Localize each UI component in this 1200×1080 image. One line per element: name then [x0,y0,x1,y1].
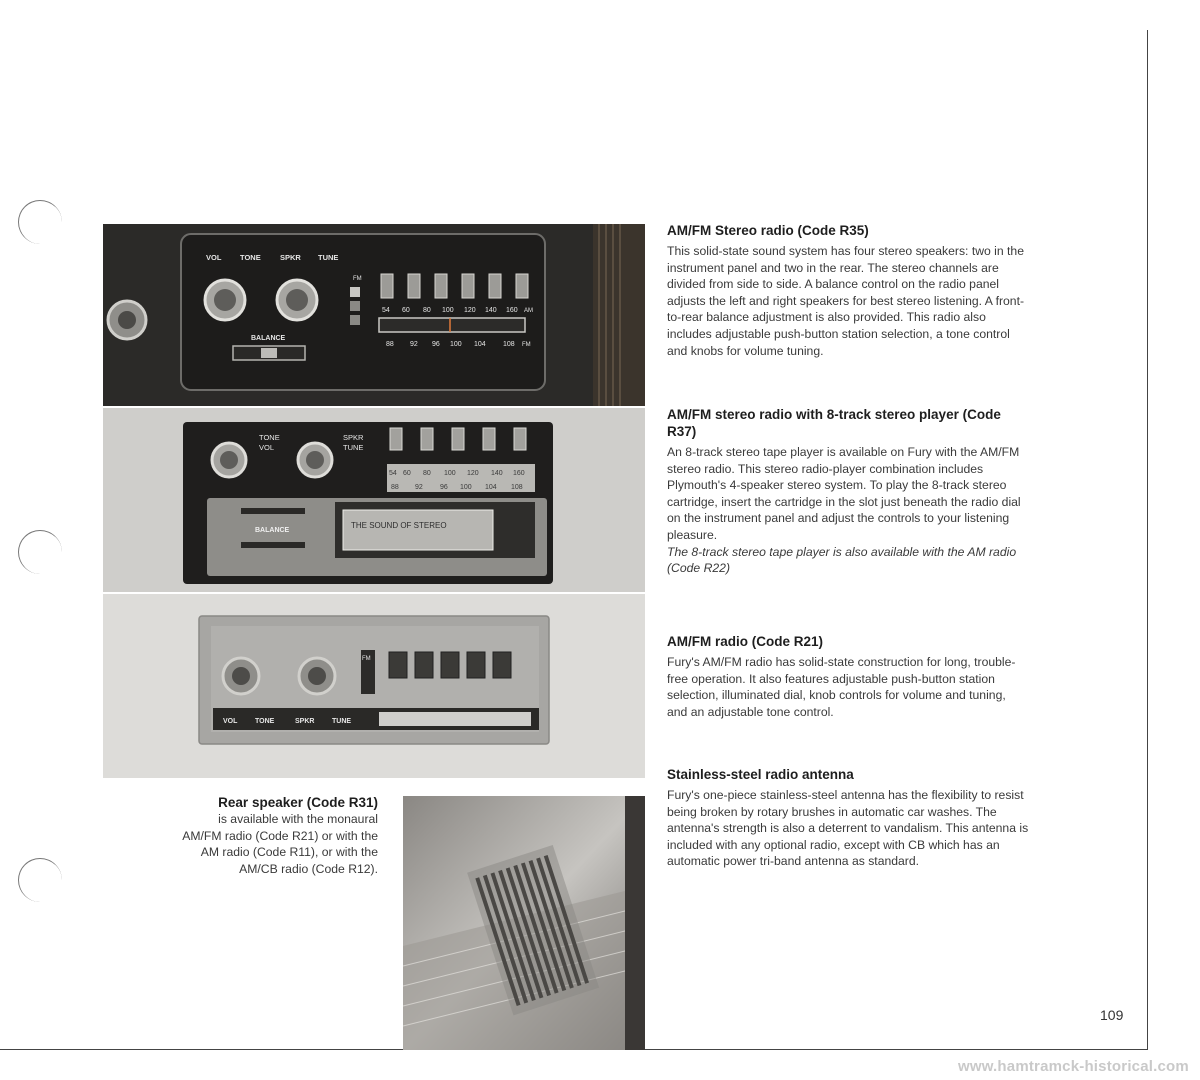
photo1-fm-108: 108 [503,341,515,348]
rear-speaker-title: Rear speaker (Code R31) [218,795,378,810]
photo2-cartridge [343,510,493,550]
photo2-am-120: 120 [467,470,479,477]
photo1-am-80: 80 [423,307,431,314]
section-radio-antenna [667,766,1029,870]
photo1-am-60: 60 [402,307,410,314]
photo1-fm-label: FM [522,342,531,348]
photo1-am-label: AM [524,308,533,314]
photo2-am-160: 160 [513,470,525,477]
photo2-upper-slider [241,508,305,514]
watermark: www.hamtramck-historical.com [958,1058,1189,1075]
photo2-fm-88: 88 [391,484,399,491]
photo1-fm-92: 92 [410,341,418,348]
photo1-am-54: 54 [382,307,390,314]
photo2-am-140: 140 [491,470,503,477]
photo1-fm-100: 100 [450,341,462,348]
section-title: Stainless-steel radio antenna [667,767,854,782]
section-title: AM/FM radio (Code R21) [667,634,824,649]
photo2-fm-92: 92 [415,484,423,491]
section-body: Fury's AM/FM radio has solid-state construction for long, trouble-free operation. It also features adjustable push-button station selection, illuminated dial, knob controls for volume and tuning, and an adjustable tone control. [667,655,1016,719]
section-am-fm-radio [667,633,1029,720]
photo3-label-tune: TUNE [332,718,352,725]
photo2-balance-label: BALANCE [255,527,290,534]
photo1-dial-window [379,318,525,332]
photo-am-fm-radio [103,594,645,778]
photo2-fm-104: 104 [485,484,497,491]
photo1-balance-label: BALANCE [251,335,286,342]
photo1-fm-104: 104 [474,341,486,348]
photo2-label-tone: TONE [259,433,280,442]
section-am-fm-stereo-radio [667,222,1029,359]
photo2-fm-108: 108 [511,484,523,491]
section-8-track-stereo [667,406,1029,577]
section-title: AM/FM Stereo radio (Code R35) [667,223,869,238]
page-number: 109 [1100,1007,1124,1023]
photo2-fm-96: 96 [440,484,448,491]
section-note: The 8-track stereo tape player is also available with the AM radio (Code R22) [667,544,1017,576]
photo3-label-tone: TONE [255,718,275,725]
rear-speaker-body: is available with the monaural AM/FM radio (Code R21) or with the AM radio (Code R11), or with the AM/CB radio (Code R12). [182,812,378,876]
binder-hole-middle [18,530,62,574]
section-body: An 8-track stereo tape player is available on Fury with the AM/FM stereo radio. This stereo radio-player combination includes Plymouth's 4-speaker stereo system. To play the 8-track stereo cartridge, insert the cartridge in the slot just beneath the radio dial on the instrument panel and adjust the controls to your listening pleasure. [667,445,1021,542]
photo1-am-120: 120 [464,307,476,314]
photo2-label-tune: TUNE [343,443,364,452]
photo-am-fm-stereo-radio [103,224,645,406]
photo2-fm-100: 100 [460,484,472,491]
photo3-label-vol: VOL [223,718,238,725]
photo2-am-54: 54 [389,470,397,477]
binder-hole-bottom [18,858,62,902]
photo3-fm-label: FM [362,656,371,662]
photo2-label-spkr: SPKR [343,433,364,442]
binder-hole-top [18,200,62,244]
section-title: AM/FM stereo radio with 8-track stereo player (Code R37) [667,407,1001,439]
rear-speaker-caption [180,794,378,877]
photo2-cartridge-label: THE SOUND OF STEREO [351,521,447,530]
section-body: Fury's one-piece stainless-steel antenna has the flexibility to resist being broken by rotary brushes in automatic car washes. The antenna's strength is also a deterrent to vandalism. This antenna is included with any optional radio, except with CB which has an automatic power tri-band antenna as standard. [667,788,1029,869]
photo3-dial [379,712,531,726]
photo2-label-vol: VOL [259,443,275,452]
photo2-am-100: 100 [444,470,456,477]
photo-rear-speaker [403,796,645,1050]
photo1-label-tune: TUNE [318,253,339,262]
photo1-fm-88: 88 [386,341,394,348]
photo1-fm-switch-label: FM [353,276,362,282]
photo1-am-100: 100 [442,307,454,314]
photo1-fm-96: 96 [432,341,440,348]
photo2-am-60: 60 [403,470,411,477]
photo2-lower-slider [241,542,305,548]
photo1-label-spkr: SPKR [280,253,301,262]
photo1-am-140: 140 [485,307,497,314]
photo-8-track-stereo-radio [103,408,645,592]
photo1-label-tone: TONE [240,253,261,262]
photo1-label-vol: VOL [206,253,222,262]
photo3-label-spkr: SPKR [295,718,315,725]
photo1-am-160: 160 [506,307,518,314]
photo2-am-80: 80 [423,470,431,477]
section-body: This solid-state sound system has four stereo speakers: two in the instrument panel and two in the rear. The stereo channels are divided from side to side. A balance control on the radio panel adjusts the left and right speakers for best stereo listening. A front-to-rear balance adjustment is also provided. This radio also includes adjustable push-button station selection, a tone control and knobs for volume tuning. [667,244,1025,358]
